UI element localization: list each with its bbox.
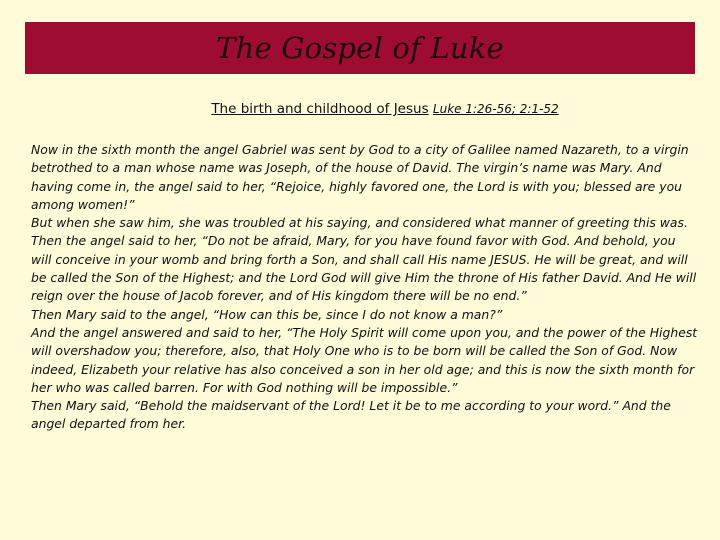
paragraph: And the angel answered and said to her, “The Holy Spirit will come upon you, and the power of the Highest will overshadow you; therefore, also, that Holy One who is to be born will be called the Son of God. Now indeed, Elizabeth your relative has also conceived a son in her old age; and this is now the sixth month for her who was called barren. For with God nothing will be impossible.” xyxy=(31,324,698,395)
body-text xyxy=(31,141,699,434)
scripture-reference: Luke 1:26-56; 2:1-52 xyxy=(432,102,559,116)
title-bar xyxy=(25,22,695,74)
paragraph: But when she saw him, she was troubled at his saying, and considered what manner of greeting this was. Then the angel said to her, “Do not be afraid, Mary, for you have found favor with God. And behold, you will conceive in your womb and bring forth a Son, and shall call His name JESUS. He will be great, and will be called the Son of the Highest; and the Lord God will give Him the throne of His father David. And He will reign over the house of Jacob forever, and of His kingdom there will be no end.” xyxy=(31,215,697,304)
paragraph: Then Mary said to the angel, “How can this be, since I do not know a man?” xyxy=(31,306,503,322)
paragraph: Now in the sixth month the angel Gabriel was sent by God to a city of Galilee named Nazareth, to a virgin betrothed to a man whose name was Joseph, of the house of David. The virgin’s name was Mary. And having come in, the angel said to her, “Rejoice, highly favored one, the Lord is with you; blessed are you among women!” xyxy=(31,142,689,212)
subtitle-main: The birth and childhood of Jesus xyxy=(211,101,429,117)
subtitle xyxy=(0,101,720,117)
page-title: The Gospel of Luke xyxy=(216,31,504,65)
paragraph: Then Mary said, “Behold the maidservant of the Lord! Let it be to me according to your word.” And the angel departed from her. xyxy=(31,398,671,432)
